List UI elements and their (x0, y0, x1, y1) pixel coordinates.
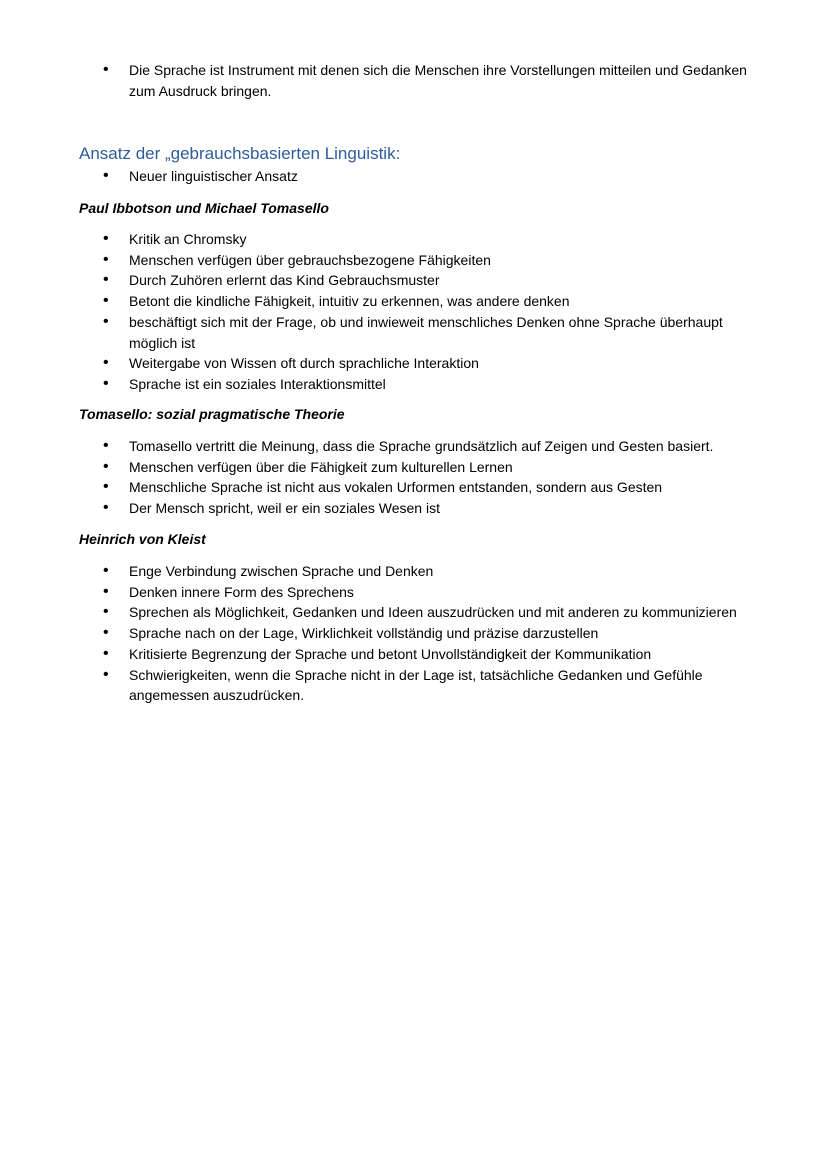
subheading-ibbotson: Paul Ibbotson und Michael Tomasello (79, 200, 329, 216)
list-item: • Sprechen als Möglichkeit, Gedanken und Ideen auszudrücken und mit anderen zu kommunizieren (79, 602, 828, 623)
kleist-list (79, 561, 828, 706)
list-item: • Die Sprache ist Instrument mit denen sich die Menschen ihre Vorstellungen mitteilen und Gedanken zum Ausdruck bringen. (79, 60, 749, 101)
ibbotson-section (79, 229, 749, 395)
intro-list (79, 60, 749, 101)
list-item: • Denken innere Form des Sprechens (79, 582, 749, 603)
list-item: • Kritisierte Begrenzung der Sprache und betont Unvollständigkeit der Kommunikation (79, 644, 749, 665)
subheading-tomasello: Tomasello: sozial pragmatische Theorie (79, 406, 345, 422)
list-item: • Durch Zuhören erlernt das Kind Gebrauchsmuster (79, 270, 749, 291)
list-item: • Enge Verbindung zwischen Sprache und Denken (79, 561, 749, 582)
tomasello-section (79, 436, 828, 519)
main-section-list (79, 166, 749, 187)
list-item: • Sprache ist ein soziales Interaktionsmittel (79, 374, 749, 395)
list-item: • Neuer linguistischer Ansatz (79, 166, 749, 187)
list-item: • beschäftigt sich mit der Frage, ob und inwieweit menschliches Denken ohne Sprache überhaupt möglich ist (79, 312, 749, 353)
list-item: • Sprache nach on der Lage, Wirklichkeit vollständig und präzise darzustellen (79, 623, 749, 644)
list-item: • Menschen verfügen über die Fähigkeit zum kulturellen Lernen (79, 457, 749, 478)
ibbotson-list (79, 229, 749, 395)
list-item: • Menschen verfügen über gebrauchsbezogene Fähigkeiten (79, 250, 749, 271)
list-item: • Kritik an Chromsky (79, 229, 749, 250)
kleist-section (79, 561, 828, 706)
list-item: • Schwierigkeiten, wenn die Sprache nicht in der Lage ist, tatsächliche Gedanken und Gefühle angemessen auszudrücken. (79, 665, 749, 706)
list-item: • Betont die kindliche Fähigkeit, intuitiv zu erkennen, was andere denken (79, 291, 749, 312)
subheading-kleist: Heinrich von Kleist (79, 531, 206, 547)
intro-section (79, 60, 749, 101)
list-item: • Weitergabe von Wissen oft durch sprachliche Interaktion (79, 353, 749, 374)
list-item: • Menschliche Sprache ist nicht aus vokalen Urformen entstanden, sondern aus Gesten (79, 477, 749, 498)
list-item: • Der Mensch spricht, weil er ein soziales Wesen ist (79, 498, 749, 519)
list-item: • Tomasello vertritt die Meinung, dass die Sprache grundsätzlich auf Zeigen und Gesten basiert. (79, 436, 828, 457)
main-list (79, 166, 749, 187)
tomasello-list (79, 436, 828, 519)
section-heading-gebrauchsbasiert: Ansatz der „gebrauchsbasierten Linguistik: (79, 144, 401, 163)
